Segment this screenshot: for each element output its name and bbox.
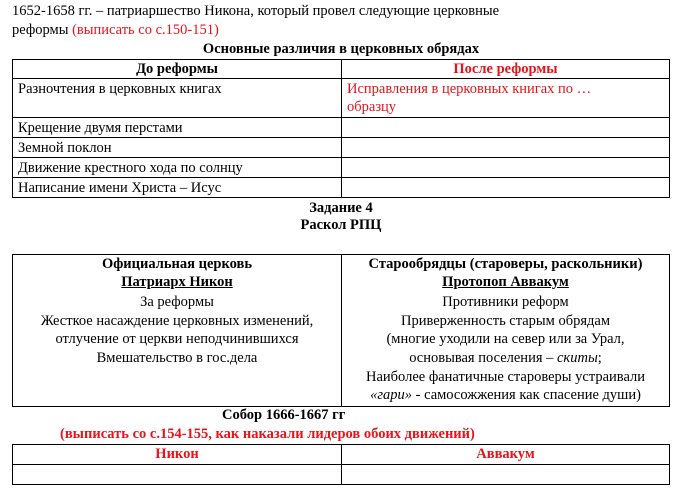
intro-line-1: 1652-1658 гг. – патриаршество Никона, который провел следующие церковные	[12, 3, 500, 19]
skity-term: скиты	[557, 350, 598, 366]
header-before-reform: До реформы	[136, 61, 218, 77]
task-subtitle: Раскол РПЦ	[300, 217, 382, 233]
avvakum-punishment-cell[interactable]	[342, 465, 669, 484]
table-row-before: Разночтения в церковных книгах	[18, 81, 222, 97]
patriarch-nikon-label: Патриарх Никон	[121, 274, 233, 290]
table-row-after-continued: образцу	[347, 99, 397, 115]
header-after-reform: После реформы	[453, 61, 558, 77]
archpriest-avvakum-label: Протопоп Аввакум	[442, 274, 569, 290]
gari-term: «гари»	[370, 387, 412, 403]
official-church-line: Вмешательство в гос.дела	[96, 350, 258, 366]
council-title: Собор 1666-1667 гг	[222, 407, 346, 423]
nikon-punishment-cell[interactable]	[13, 465, 341, 484]
table-row-after: Исправления в церковных книгах по …	[347, 81, 592, 97]
official-church-line: Жесткое насаждение церковных изменений,	[40, 313, 314, 329]
table-row-before: Написание имени Христа – Исус	[18, 180, 222, 196]
council-instruction: (выписать со с.154-155, как наказали лидеров обоих движений)	[60, 426, 475, 442]
intro-line-2-prefix: реформы	[12, 22, 73, 38]
settlements-text: основывая поселения –	[409, 350, 557, 366]
table1-title: Основные различия в церковных обрядах	[202, 41, 480, 57]
old-believers-heading: Старообрядцы (староверы, раскольники)	[368, 256, 643, 272]
old-believers-line: Приверженность старым обрядам	[400, 313, 611, 329]
official-church-heading: Официальная церковь	[101, 256, 253, 272]
old-believers-line: Противники реформ	[442, 294, 569, 310]
old-believers-line	[342, 349, 669, 368]
table-row-before: Движение крестного хода по солнцу	[18, 160, 243, 176]
intro-page-reference: (выписать со с.150-151)	[72, 22, 219, 38]
old-believers-line: (многие уходили на север или за Урал,	[386, 331, 625, 347]
table-row-before: Крещение двумя перстами	[18, 120, 183, 136]
official-church-line: За реформы	[140, 294, 214, 310]
intro-line-2	[12, 21, 219, 40]
official-church-line: отлучение от церкви неподчинившихся	[55, 331, 299, 347]
task-title: Задание 4	[309, 200, 373, 216]
self-immolation-text: - самосожжения как спасение души)	[412, 387, 641, 403]
avvakum-column-header: Аввакум	[476, 446, 535, 462]
settlements-suffix: ;	[597, 350, 602, 366]
nikon-column-header: Никон	[155, 446, 199, 462]
old-believers-line	[342, 386, 669, 405]
old-believers-line: Наиболее фанатичные староверы устраивали	[366, 369, 645, 385]
table-row-before: Земной поклон	[18, 140, 112, 156]
